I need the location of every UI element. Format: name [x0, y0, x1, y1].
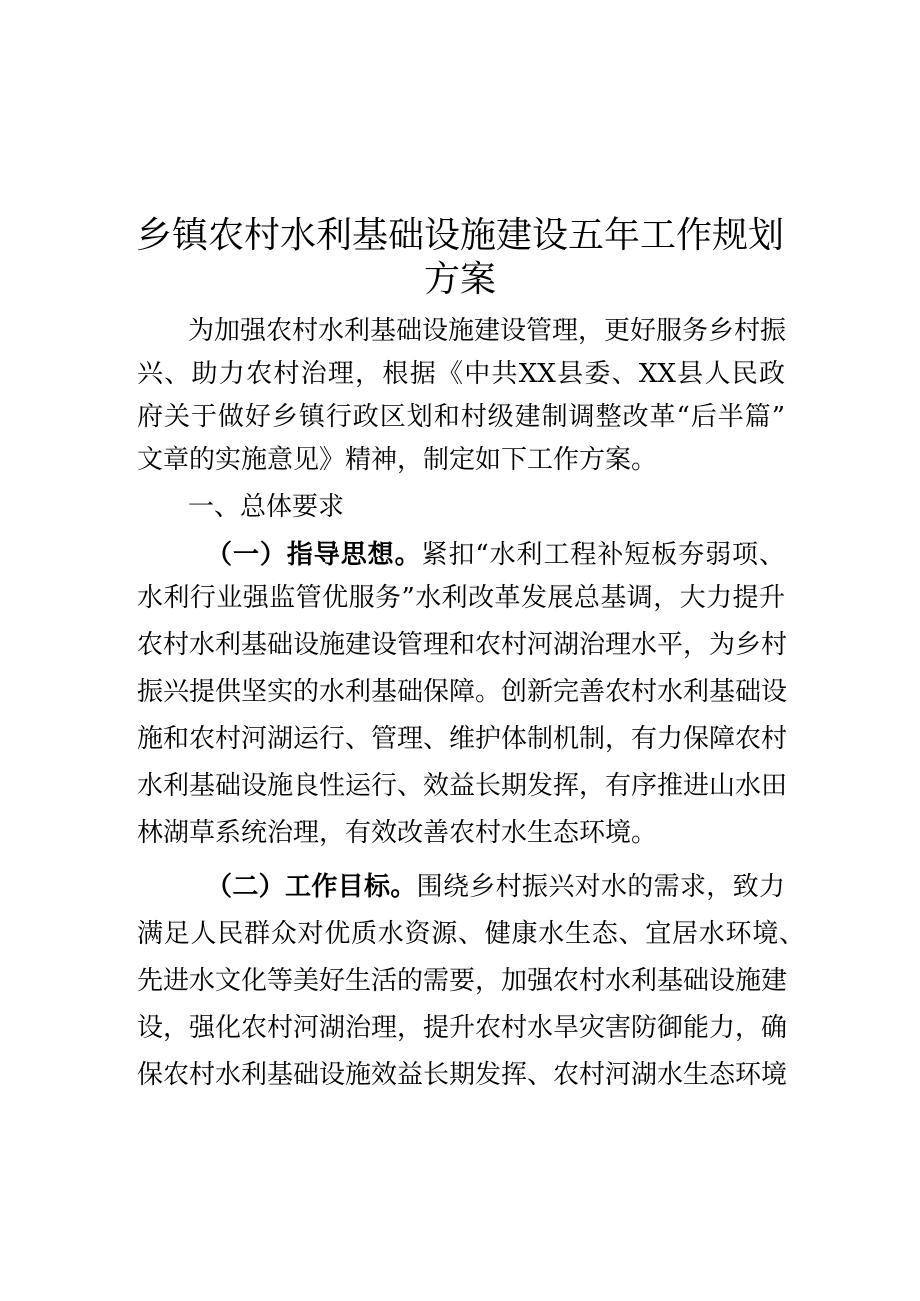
intro-line-2: 兴、助力农村治理，根据《中共XX县委、XX县人民政: [137, 359, 785, 389]
item2-first-line: [206, 872, 785, 902]
item1-line-2: 水利行业强监管优服务”水利改革发展总基调，大力提升: [137, 583, 785, 613]
item1-label: （一）指导思想。: [206, 540, 422, 570]
item1-line-4: 振兴提供坚实的水利基础保障。创新完善农村水利基础设: [137, 677, 788, 707]
item2-first-line-text: 围绕乡村振兴对水的需求，致力: [416, 872, 785, 902]
section-heading-general-requirements: 一、总体要求: [188, 492, 345, 522]
intro-line-1: 为加强农村水利基础设施建设管理，更好服务乡村振: [188, 316, 787, 346]
document-title-line-1: 乡镇农村水利基础设施建设五年工作规划: [135, 215, 784, 256]
item2-line-2: 满足人民群众对优质水资源、健康水生态、宜居水环境、: [137, 919, 805, 949]
item2-line-5: 保农村水利基础设施效益长期发挥、农村河湖水生态环境: [137, 1060, 788, 1090]
item1-first-line: [206, 540, 785, 570]
item2-line-4: 设，强化农村河湖治理，提升农村水旱灾害防御能力，确: [137, 1013, 788, 1043]
intro-line-3: 府关于做好乡镇行政区划和村级建制调整改革“后半篇”: [137, 402, 785, 432]
item1-line-5: 施和农村河湖运行、管理、维护体制机制，有力保障农村: [137, 724, 788, 754]
item2-line-3: 先进水文化等美好生活的需要，加强农村水利基础设施建: [137, 966, 788, 996]
document-title-line-2: 方案: [423, 259, 496, 300]
intro-line-4: 文章的实施意见》精神，制定如下工作方案。: [137, 445, 658, 475]
item1-line-3: 农村水利基础设施建设管理和农村河湖治理水平，为乡村: [137, 630, 788, 660]
item2-label: （二）工作目标。: [206, 872, 417, 902]
item1-line-7: 林湖草系统治理，有效改善农村水生态环境。: [137, 818, 658, 848]
item1-line-6: 水利基础设施良性运行、效益长期发挥，有序推进山水田: [137, 771, 788, 801]
item1-first-line-text: 紧扣“水利工程补短板夯弱项、: [421, 540, 785, 570]
